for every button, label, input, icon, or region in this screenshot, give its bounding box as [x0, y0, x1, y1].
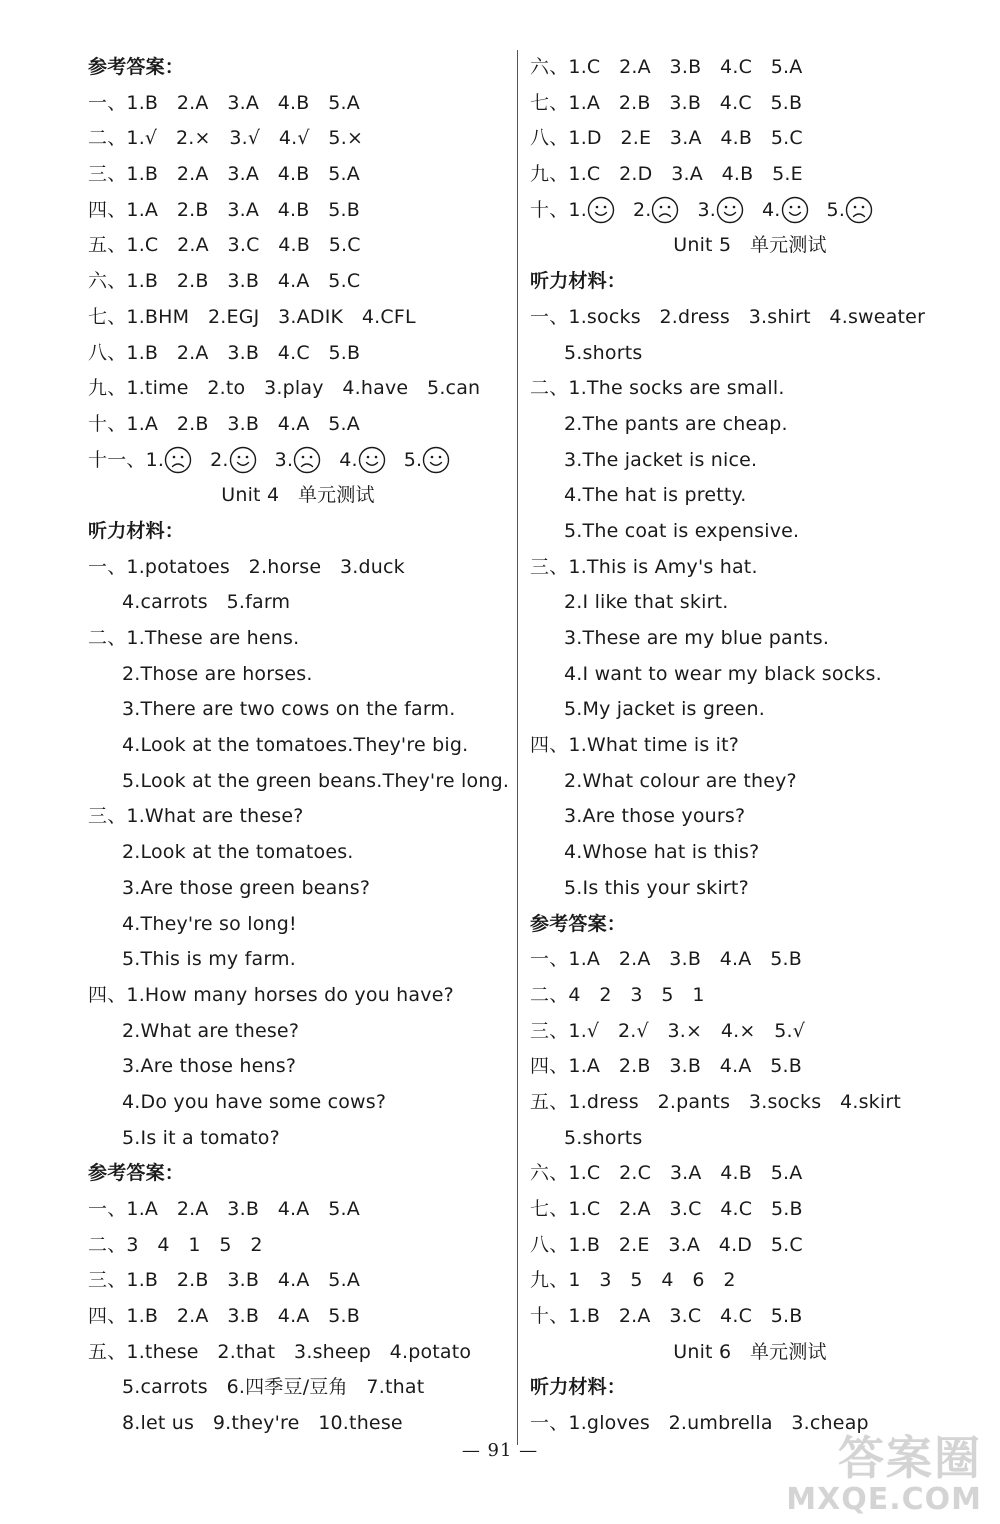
text-line: 3.The jacket is nice.: [564, 448, 758, 471]
section-heading: 听力材料：: [530, 1376, 627, 1399]
text-line: 4.I want to wear my black socks.: [564, 662, 882, 685]
sad-face-icon: [651, 196, 679, 224]
face-answer-row: [530, 193, 970, 229]
text-line: 八、1.B 2.A 3.B 4.C 5.B: [88, 341, 361, 364]
text-line: 五、1.these 2.that 3.sheep 4.potato: [88, 1340, 472, 1363]
text-line: 2.I like that skirt.: [564, 591, 729, 614]
text-line: 4.They're so long!: [122, 912, 297, 935]
text-line: 3.Are those yours?: [564, 805, 746, 828]
text-line: 七、1.BHM 2.EGJ 3.ADIK 4.CFL: [88, 305, 416, 328]
text-line: 二、1.√ 2.× 3.√ 4.√ 5.×: [88, 127, 364, 150]
text-line: 5.This is my farm.: [122, 948, 296, 971]
text-line: 3.Are those hens?: [122, 1055, 297, 1078]
right-column: [530, 50, 970, 1442]
text-line: 5.Look at the green beans.They're long.: [122, 769, 510, 792]
text-line: 5.shorts: [564, 1126, 643, 1149]
item-number: 3.: [274, 448, 294, 471]
section-heading: 听力材料：: [530, 270, 627, 293]
text-line: 5.shorts: [564, 341, 643, 364]
text-line: 八、1.B 2.E 3.A 4.D 5.C: [530, 1233, 803, 1256]
text-line: 九、1.time 2.to 3.play 4.have 5.can: [88, 377, 481, 400]
item-number: 2.: [632, 198, 652, 221]
text-line: 七、1.C 2.A 3.C 4.C 5.B: [530, 1198, 803, 1220]
text-line: 四、1.A 2.B 3.A 4.B 5.B: [88, 198, 361, 221]
text-line: 5.carrots 6.四季豆/豆角 7.that: [122, 1376, 425, 1399]
text-line: 一、1.A 2.A 3.B 4.A 5.A: [88, 1198, 360, 1220]
section-number: 十一、: [88, 448, 146, 471]
section-heading: 听力材料：: [88, 519, 185, 542]
text-line: 一、1.socks 2.dress 3.shirt 4.sweater: [530, 305, 926, 328]
item-number: 1.: [145, 448, 165, 471]
item-number: 4.: [762, 198, 781, 221]
text-line: 九、1.C 2.D 3.A 4.B 5.E: [530, 163, 803, 186]
section-heading: 参考答案：: [530, 912, 627, 935]
left-column: [88, 50, 508, 1442]
text-line: 5.Is this your skirt?: [564, 876, 749, 899]
text-line: 一、1.A 2.A 3.B 4.A 5.B: [530, 948, 802, 971]
smiley-face-icon: [716, 196, 744, 224]
text-line: 8.let us 9.they're 10.these: [122, 1412, 403, 1435]
watermark-logo-text: 答案圈: [838, 1431, 982, 1485]
text-line: 八、1.D 2.E 3.A 4.B 5.C: [530, 127, 803, 150]
text-line: 2.Look at the tomatoes.: [122, 841, 354, 864]
text-line: 六、1.C 2.C 3.A 4.B 5.A: [530, 1162, 803, 1185]
item-number: 3.: [697, 198, 716, 221]
item-number: 1.: [568, 198, 587, 221]
text-line: 2.What are these?: [122, 1019, 300, 1042]
text-line: 3.These are my blue pants.: [564, 627, 830, 649]
text-line: 5.Is it a tomato?: [122, 1126, 280, 1149]
text-line: 5.My jacket is green.: [564, 698, 766, 721]
item-number: 2.: [210, 448, 229, 471]
text-line: 一、1.gloves 2.umbrella 3.cheap: [530, 1412, 869, 1435]
smiley-face-icon: [229, 446, 257, 474]
text-line: 四、1.A 2.B 3.B 4.A 5.B: [530, 1055, 803, 1078]
text-line: 5.The coat is expensive.: [564, 519, 800, 542]
text-line: 六、1.C 2.A 3.B 4.C 5.A: [530, 56, 803, 78]
text-line: 4.Do you have some cows?: [122, 1090, 387, 1113]
text-line: 二、1.These are hens.: [88, 627, 300, 649]
item-number: 4.: [339, 448, 358, 471]
text-line: 十、1.B 2.A 3.C 4.C 5.B: [530, 1305, 803, 1328]
unit-title: Unit 5 单元测试: [673, 234, 827, 257]
text-line: 四、1.What time is it?: [530, 734, 740, 757]
item-number: 5.: [826, 198, 846, 221]
face-answer-row: [88, 443, 508, 479]
text-line: 二、1.The socks are small.: [530, 377, 785, 400]
text-line: 3.There are two cows on the farm.: [122, 698, 456, 721]
text-line: 2.Those are horses.: [122, 662, 313, 685]
text-line: 七、1.A 2.B 3.B 4.C 5.B: [530, 91, 803, 114]
text-line: 十、1.A 2.B 3.B 4.A 5.A: [88, 412, 360, 435]
text-line: 4.Look at the tomatoes.They're big.: [122, 734, 469, 757]
smiley-face-icon: [781, 196, 809, 224]
text-line: 4.The hat is pretty.: [564, 484, 747, 507]
watermark: [786, 1432, 982, 1516]
text-line: 3.Are those green beans?: [122, 876, 371, 899]
text-line: 三、1.√ 2.√ 3.× 4.× 5.√: [530, 1019, 806, 1042]
page-number: — 91 —: [461, 1440, 539, 1461]
sad-face-icon: [164, 446, 192, 474]
watermark-url: MXQE.COM: [786, 1482, 982, 1517]
text-line: 4.carrots 5.farm: [122, 591, 291, 614]
unit-title: Unit 4 单元测试: [221, 484, 375, 507]
text-line: 一、1.potatoes 2.horse 3.duck: [88, 555, 405, 578]
text-line: 二、3 4 1 5 2: [88, 1233, 263, 1256]
unit-title: Unit 6 单元测试: [673, 1340, 827, 1363]
text-line: 三、1.B 2.A 3.A 4.B 5.A: [88, 163, 360, 186]
text-line: 四、1.How many horses do you have?: [88, 983, 454, 1006]
text-line: 2.The pants are cheap.: [564, 412, 788, 435]
sad-face-icon: [845, 196, 873, 224]
text-line: 三、1.This is Amy's hat.: [530, 555, 758, 578]
text-line: 九、1 3 5 4 6 2: [530, 1269, 736, 1292]
smiley-face-icon: [422, 446, 450, 474]
text-line: 六、1.B 2.B 3.B 4.A 5.C: [88, 270, 361, 293]
column-divider: [517, 50, 518, 1445]
text-line: 一、1.B 2.A 3.A 4.B 5.A: [88, 91, 360, 114]
section-number: 十、: [530, 198, 569, 221]
section-heading: 参考答案：: [88, 1162, 185, 1185]
item-number: 5.: [403, 448, 423, 471]
section-heading: 参考答案：: [88, 56, 185, 78]
smiley-face-icon: [587, 196, 615, 224]
text-line: 三、1.B 2.B 3.B 4.A 5.A: [88, 1269, 361, 1292]
text-line: 五、1.dress 2.pants 3.socks 4.skirt: [530, 1090, 902, 1113]
sad-face-icon: [293, 446, 321, 474]
text-line: 五、1.C 2.A 3.C 4.B 5.C: [88, 234, 361, 257]
text-line: 二、4 2 3 5 1: [530, 983, 705, 1006]
text-line: 四、1.B 2.A 3.B 4.A 5.B: [88, 1305, 361, 1328]
text-line: 三、1.What are these?: [88, 805, 304, 828]
text-line: 4.Whose hat is this?: [564, 841, 760, 864]
smiley-face-icon: [358, 446, 386, 474]
text-line: 2.What colour are they?: [564, 769, 797, 792]
